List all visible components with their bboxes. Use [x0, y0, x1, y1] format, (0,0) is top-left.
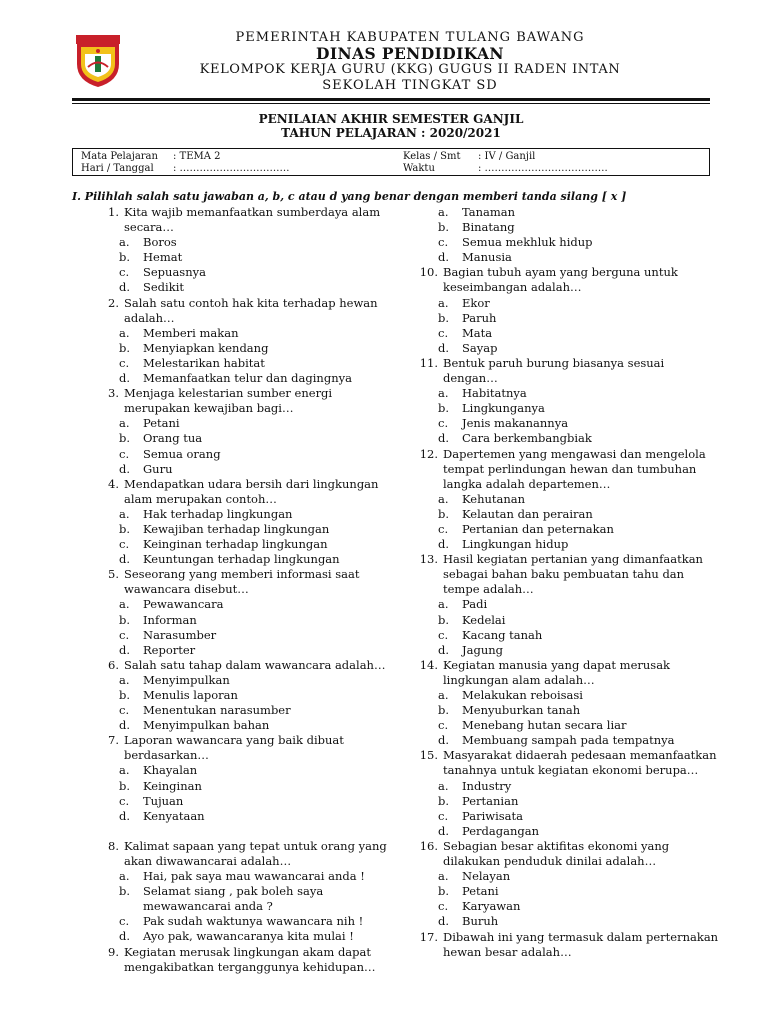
option-text: Kenyataan	[143, 808, 205, 823]
option-text: Binatang	[462, 220, 515, 235]
question-item	[95, 477, 395, 507]
option-text: Tanaman	[462, 205, 516, 219]
option-text: Keuntungan terhadap lingkungan	[143, 552, 340, 567]
answer-option	[95, 341, 395, 356]
option-letter: c.	[119, 627, 130, 642]
answer-option	[95, 809, 395, 824]
answer-option	[95, 537, 395, 552]
answer-option	[414, 401, 720, 416]
question-text: Kegiatan merusak lingkungan akam dapat mengakibatkan terganggunya kehidupan…	[124, 944, 376, 974]
question-number: 10.	[419, 265, 438, 280]
option-letter: d.	[438, 340, 450, 355]
answer-option	[414, 703, 720, 718]
answer-option	[414, 507, 720, 522]
answer-option	[414, 718, 720, 733]
spacer	[95, 824, 395, 839]
answer-option	[95, 552, 395, 567]
question-item	[95, 945, 395, 975]
option-letter: c.	[119, 446, 130, 461]
question-text: Hasil kegiatan pertanian yang dimanfaatkan sebagai bahan baku pembuatan tahu dan tempe adalah…	[443, 552, 703, 597]
answer-option	[414, 643, 720, 658]
option-letter: d.	[119, 552, 131, 567]
answer-option	[95, 416, 395, 431]
answer-option	[414, 296, 720, 311]
option-letter: b.	[438, 310, 450, 325]
question-item	[95, 386, 395, 416]
option-text: Manusia	[462, 250, 512, 265]
instruction: I. Pilihlah salah satu jawaban a, b, c atau d yang benar dengan memberi tanda silang [ x ]	[72, 190, 627, 203]
answer-option	[414, 914, 720, 929]
option-letter: b.	[119, 431, 131, 446]
answer-option	[95, 643, 395, 658]
question-text: Masyarakat didaerah pedesaan memanfaatkan tanahnya untuk kegiatan ekonomi berupa…	[443, 748, 717, 778]
option-letter: d.	[438, 537, 450, 552]
option-letter: a.	[438, 869, 449, 884]
option-text: Kacang tanah	[462, 627, 543, 642]
answer-option	[414, 522, 720, 537]
exam-title: PENILAIAN AKHIR SEMESTER GANJIL	[258, 112, 524, 126]
option-text: Karyawan	[462, 899, 521, 914]
option-text: Tujuan	[143, 793, 184, 808]
date-label: Hari / Tanggal	[81, 163, 154, 174]
group-name: KELOMPOK KERJA GURU (KKG) GUGUS II RADEN INTAN	[199, 62, 621, 77]
option-letter: a.	[119, 597, 130, 612]
option-text: Cara berkembangbiak	[462, 431, 592, 446]
question-item	[414, 658, 720, 688]
question-item	[95, 567, 395, 597]
answer-option	[414, 235, 720, 250]
question-number: 16.	[419, 838, 438, 853]
option-text: Kewajiban terhadap lingkungan	[143, 521, 330, 536]
option-letter: a.	[119, 416, 130, 431]
option-text: Lingkunganya	[462, 401, 545, 416]
option-letter: c.	[438, 808, 449, 823]
answer-option	[414, 824, 720, 839]
option-letter: c.	[119, 355, 130, 370]
option-text: Jagung	[462, 642, 504, 657]
option-text: Pak sudah waktunya wawancara nih !	[143, 914, 364, 929]
question-item	[414, 552, 720, 597]
option-text: Keinginan terhadap lingkungan	[143, 537, 328, 552]
answer-option	[414, 311, 720, 326]
option-letter: b.	[119, 612, 131, 627]
question-item	[414, 839, 720, 869]
question-column-left	[95, 205, 395, 975]
question-number: 7.	[108, 733, 119, 748]
question-number: 5.	[108, 567, 119, 582]
option-letter: a.	[438, 688, 449, 702]
answer-option	[95, 794, 395, 809]
option-letter: b.	[438, 220, 450, 235]
option-letter: b.	[438, 703, 450, 718]
option-text: Memberi makan	[143, 325, 239, 340]
answer-option	[95, 522, 395, 537]
option-letter: d.	[438, 733, 450, 748]
option-text: Sedikit	[143, 280, 184, 295]
option-letter: a.	[119, 506, 130, 521]
answer-option	[95, 356, 395, 371]
option-text: Jenis makanannya	[462, 416, 569, 431]
answer-option	[95, 688, 395, 703]
option-letter: d.	[119, 371, 131, 386]
option-letter: b.	[438, 506, 450, 521]
question-item	[414, 356, 720, 386]
answer-option	[414, 613, 720, 628]
option-letter: d.	[438, 823, 450, 838]
question-number: 3.	[108, 386, 119, 401]
option-text: Paruh	[462, 310, 497, 325]
option-text: Membuang sampah pada tempatnya	[462, 733, 675, 748]
option-text: Kehutanan	[462, 491, 526, 506]
option-text: Narasumber	[143, 627, 217, 642]
option-text: Menyimpulkan	[143, 672, 230, 687]
question-number: 13.	[419, 552, 438, 567]
question-text: Dibawah ini yang termasuk dalam perternakan hewan besar adalah…	[443, 929, 719, 959]
option-text: Melestarikan habitat	[143, 355, 265, 370]
option-text: Pewawancara	[143, 597, 224, 612]
question-text: Salah satu tahap dalam wawancara adalah…	[124, 657, 386, 672]
option-letter: d.	[119, 642, 131, 657]
option-letter: b.	[119, 688, 131, 702]
option-letter: d.	[119, 718, 131, 733]
option-text: Memanfaatkan telur dan dagingnya	[143, 371, 352, 386]
option-text: Semua mekhluk hidup	[462, 235, 593, 250]
option-letter: b.	[438, 612, 450, 627]
answer-option	[414, 537, 720, 552]
answer-option	[414, 733, 720, 748]
option-text: Petani	[143, 416, 180, 431]
question-text: Dapertemen yang mengawasi dan mengelola tempat perlindungan hewan dan tumbuhan langka adalah departemen…	[443, 446, 706, 491]
option-text: Reporter	[143, 642, 196, 657]
class-value: : IV / Ganjil	[478, 151, 536, 162]
option-letter: c.	[119, 793, 130, 808]
option-text: Kedelai	[462, 612, 506, 627]
question-text: Kegiatan manusia yang dapat merusak lingkungan alam adalah…	[443, 657, 671, 687]
question-item	[414, 748, 720, 778]
answer-option	[95, 462, 395, 477]
option-letter: a.	[438, 778, 449, 793]
option-text: Lingkungan hidup	[462, 537, 569, 552]
question-number: 15.	[419, 748, 438, 763]
option-text: Petani	[462, 884, 499, 899]
question-item	[414, 265, 720, 295]
option-letter: d.	[119, 808, 131, 823]
answer-option	[95, 280, 395, 295]
option-text: Habitatnya	[462, 386, 527, 401]
option-letter: a.	[119, 235, 130, 250]
answer-option	[95, 447, 395, 462]
option-letter: c.	[119, 914, 130, 929]
option-letter: c.	[438, 718, 449, 733]
answer-option	[414, 220, 720, 235]
regency-logo	[74, 34, 122, 88]
question-number: 11.	[419, 355, 438, 370]
school-level: SEKOLAH TINGKAT SD	[322, 78, 498, 93]
option-letter: d.	[119, 280, 131, 295]
option-text: Ekor	[462, 295, 490, 310]
option-letter: c.	[438, 521, 449, 536]
option-letter: a.	[119, 763, 130, 778]
option-text: Informan	[143, 612, 197, 627]
option-text: Menyiapkan kendang	[143, 340, 269, 355]
question-number: 12.	[419, 446, 438, 461]
option-letter: c.	[119, 537, 130, 552]
option-text: Perdagangan	[462, 823, 539, 838]
date-value: : ……………………………	[173, 163, 290, 174]
option-letter: d.	[438, 250, 450, 265]
option-letter: a.	[119, 672, 130, 687]
option-letter: d.	[119, 461, 131, 476]
option-letter: b.	[119, 778, 131, 793]
answer-option	[414, 386, 720, 401]
option-text: Menyimpulkan bahan	[143, 718, 270, 733]
answer-option	[95, 235, 395, 250]
question-text: Laporan wawancara yang baik dibuat berdasarkan…	[124, 733, 344, 763]
question-item	[414, 930, 720, 960]
answer-option	[95, 884, 395, 914]
answer-option	[95, 507, 395, 522]
option-text: Melakukan reboisasi	[462, 688, 583, 702]
time-label: Waktu	[403, 163, 435, 174]
answer-option	[95, 763, 395, 778]
option-text: Hemat	[143, 250, 183, 265]
option-text: Mata	[462, 325, 493, 340]
answer-option	[414, 869, 720, 884]
question-text: Bentuk paruh burung biasanya sesuai dengan…	[443, 355, 665, 386]
option-text: Pariwisata	[462, 808, 524, 823]
option-text: Ayo pak, wawancaranya kita mulai !	[143, 929, 354, 944]
subject-label: Mata Pelajaran	[81, 151, 158, 162]
option-letter: b.	[119, 521, 131, 536]
option-letter: c.	[438, 235, 449, 250]
answer-option	[414, 326, 720, 341]
agency-name: DINAS PENDIDIKAN	[316, 44, 504, 63]
option-text: Menyuburkan tanah	[462, 703, 581, 718]
answer-option	[95, 597, 395, 612]
answer-option	[414, 779, 720, 794]
question-text: Kalimat sapaan yang tepat untuk orang yang akan diwawancarai adalah…	[124, 838, 387, 868]
answer-option	[414, 899, 720, 914]
option-letter: d.	[119, 929, 131, 944]
option-text: Sayap	[462, 340, 498, 355]
question-item	[95, 658, 395, 673]
option-letter: a.	[119, 869, 130, 884]
option-text: Hai, pak saya mau wawancarai anda !	[143, 869, 365, 884]
answer-option	[414, 809, 720, 824]
option-letter: a.	[438, 597, 449, 612]
answer-option	[414, 688, 720, 703]
answer-option	[414, 884, 720, 899]
option-text: Orang tua	[143, 431, 203, 446]
answer-option	[414, 628, 720, 643]
option-letter: a.	[438, 205, 449, 219]
subject-value: : TEMA 2	[173, 151, 221, 162]
question-number: 9.	[108, 944, 119, 959]
question-text: Menjaga kelestarian sumber energi merupakan kewajiban bagi…	[124, 386, 333, 416]
option-letter: c.	[438, 325, 449, 340]
option-letter: b.	[119, 250, 131, 265]
option-text: Semua orang	[143, 446, 221, 461]
answer-option	[95, 613, 395, 628]
question-number: 17.	[419, 929, 438, 944]
answer-option	[414, 416, 720, 431]
time-value: : ……………………………….	[478, 163, 608, 174]
answer-option	[95, 718, 395, 733]
option-text: Kelautan dan perairan	[462, 506, 593, 521]
question-item	[95, 733, 395, 763]
question-item	[95, 296, 395, 326]
academic-year: TAHUN PELAJARAN : 2020/2021	[281, 126, 501, 140]
question-text: Kita wajib memanfaatkan sumberdaya alam secara…	[124, 205, 381, 235]
answer-option	[95, 914, 395, 929]
option-text: Selamat siang , pak boleh saya mewawancarai anda ?	[143, 884, 324, 914]
option-text: Menulis laporan	[143, 688, 238, 702]
class-label: Kelas / Smt	[403, 151, 461, 162]
option-text: Sepuasnya	[143, 265, 206, 280]
answer-option	[414, 250, 720, 265]
option-text: Industry	[462, 778, 512, 793]
answer-option	[95, 869, 395, 884]
answer-option	[95, 628, 395, 643]
option-letter: d.	[438, 914, 450, 929]
answer-option	[95, 703, 395, 718]
answer-option	[414, 597, 720, 612]
answer-option	[95, 673, 395, 688]
question-number: 2.	[108, 295, 119, 310]
option-text: Menebang hutan secara liar	[462, 718, 627, 733]
option-text: Guru	[143, 461, 173, 476]
answer-option	[414, 794, 720, 809]
option-text: Buruh	[462, 914, 499, 929]
question-number: 4.	[108, 476, 119, 491]
question-text: Seseorang yang memberi informasi saat wawancara disebut…	[124, 567, 360, 597]
option-letter: c.	[119, 703, 130, 718]
option-letter: a.	[438, 386, 449, 401]
option-text: Padi	[462, 597, 488, 612]
option-letter: a.	[119, 325, 130, 340]
question-item	[95, 205, 395, 235]
identity-box	[72, 148, 710, 176]
answer-option	[414, 492, 720, 507]
answer-option	[95, 431, 395, 446]
option-letter: b.	[438, 793, 450, 808]
option-text: Hak terhadap lingkungan	[143, 506, 293, 521]
option-letter: b.	[119, 884, 131, 899]
option-text: Boros	[143, 235, 177, 250]
question-item	[95, 839, 395, 869]
answer-option	[95, 929, 395, 944]
answer-option	[95, 326, 395, 341]
option-text: Khayalan	[143, 763, 198, 778]
question-text: Sebagian besar aktifitas ekonomi yang dilakukan penduduk dinilai adalah…	[443, 838, 670, 869]
question-number: 6.	[108, 657, 119, 672]
header-divider-thin	[72, 103, 710, 104]
question-column-right	[414, 205, 720, 960]
option-letter: c.	[119, 265, 130, 280]
question-item	[414, 447, 720, 492]
option-letter: a.	[438, 295, 449, 310]
question-number: 14.	[419, 657, 438, 672]
option-letter: c.	[438, 416, 449, 431]
government-name: PEMERINTAH KABUPATEN TULANG BAWANG	[235, 30, 585, 45]
answer-option	[95, 779, 395, 794]
answer-option	[414, 341, 720, 356]
header-divider-thick	[72, 98, 710, 101]
question-number: 8.	[108, 838, 119, 853]
option-letter: d.	[438, 431, 450, 446]
option-letter: b.	[438, 401, 450, 416]
option-text: Pertanian dan peternakan	[462, 521, 614, 536]
question-number: 1.	[108, 205, 119, 219]
answer-option	[95, 371, 395, 386]
option-letter: c.	[438, 899, 449, 914]
option-text: Menentukan narasumber	[143, 703, 291, 718]
question-text: Bagian tubuh ayam yang berguna untuk keseimbangan adalah…	[443, 265, 678, 295]
question-text: Salah satu contoh hak kita terhadap hewan adalah…	[124, 295, 378, 325]
option-letter: a.	[438, 491, 449, 506]
option-text: Nelayan	[462, 869, 511, 884]
option-letter: d.	[438, 642, 450, 657]
option-text: Pertanian	[462, 793, 519, 808]
answer-option	[95, 265, 395, 280]
answer-option	[414, 431, 720, 446]
question-text: Mendapatkan udara bersih dari lingkungan alam merupakan contoh…	[124, 476, 379, 506]
letterhead	[130, 30, 690, 94]
answer-option	[414, 205, 720, 220]
option-letter: c.	[438, 627, 449, 642]
option-text: Keinginan	[143, 778, 202, 793]
option-letter: b.	[438, 884, 450, 899]
answer-option	[95, 250, 395, 265]
option-letter: b.	[119, 340, 131, 355]
